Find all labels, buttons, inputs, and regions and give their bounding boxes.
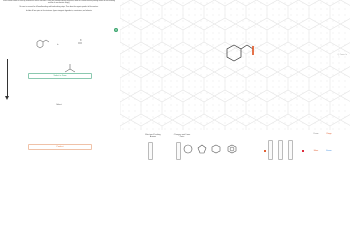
- instruction-line-3: Include all lone pairs in the structures. Ignore inorganic byproducts, counterions, and solvents.: [25, 10, 93, 12]
- starting-materials: [0, 34, 120, 64]
- product-box[interactable]: [28, 144, 92, 150]
- zoom-label[interactable]: Q Zoom In: [337, 54, 347, 56]
- toolbar: [120, 130, 350, 166]
- mode-rings[interactable]: Rings: [326, 133, 332, 135]
- ring-6-icon: [212, 145, 220, 153]
- arrow-tool-button[interactable]: [148, 142, 153, 160]
- bond-triple-button[interactable]: [288, 140, 293, 160]
- instruction-line-2: Be sure to account for all bond-breaking and bond-making steps. Then draw the organic product of the reaction.: [19, 6, 99, 8]
- mode-draw[interactable]: Draw: [313, 133, 319, 135]
- product-label: Product: [56, 145, 64, 148]
- hex-grid: [120, 0, 350, 130]
- reaction-arrow-head: [5, 96, 9, 100]
- mode-more[interactable]: More: [313, 150, 319, 152]
- drawing-canvas[interactable]: [120, 0, 350, 130]
- bond-double-button[interactable]: [278, 140, 283, 160]
- highlight-bond: [252, 46, 254, 55]
- benzyl-molecule: [37, 40, 49, 48]
- reaction-arrow-shaft: [7, 59, 8, 97]
- select-to-draw-box[interactable]: [28, 73, 92, 79]
- color-swatch-orange[interactable]: [264, 150, 266, 152]
- charges-label: Charges and Lone Pairs: [173, 134, 191, 139]
- select-to-draw-label: Select to Draw: [53, 74, 67, 77]
- select-label: Select: [56, 104, 62, 106]
- ring-5-icon: [198, 145, 206, 153]
- ring-3-icon: [184, 145, 192, 153]
- mode-erase[interactable]: Erase: [326, 150, 332, 152]
- plus-sign: +: [57, 42, 59, 46]
- ring-tools[interactable]: [180, 143, 260, 155]
- instruction-line-1: Draw curved arrows to correctly illustrate the flow of electrons. Using the provided starting structures, draw the curved electron-pushing arrows for the following reaction or mechanistic step(s).: [3, 1, 115, 5]
- anion-charge: θ: [80, 39, 82, 42]
- instructions-panel: [0, 0, 118, 34]
- bond-single-button[interactable]: [268, 140, 273, 160]
- electron-arrows-label: Electron-Pushing Arrows: [145, 134, 161, 139]
- benzene-icon: [228, 145, 236, 153]
- color-swatch-red[interactable]: [302, 150, 304, 152]
- close-button[interactable]: ✕: [114, 28, 118, 32]
